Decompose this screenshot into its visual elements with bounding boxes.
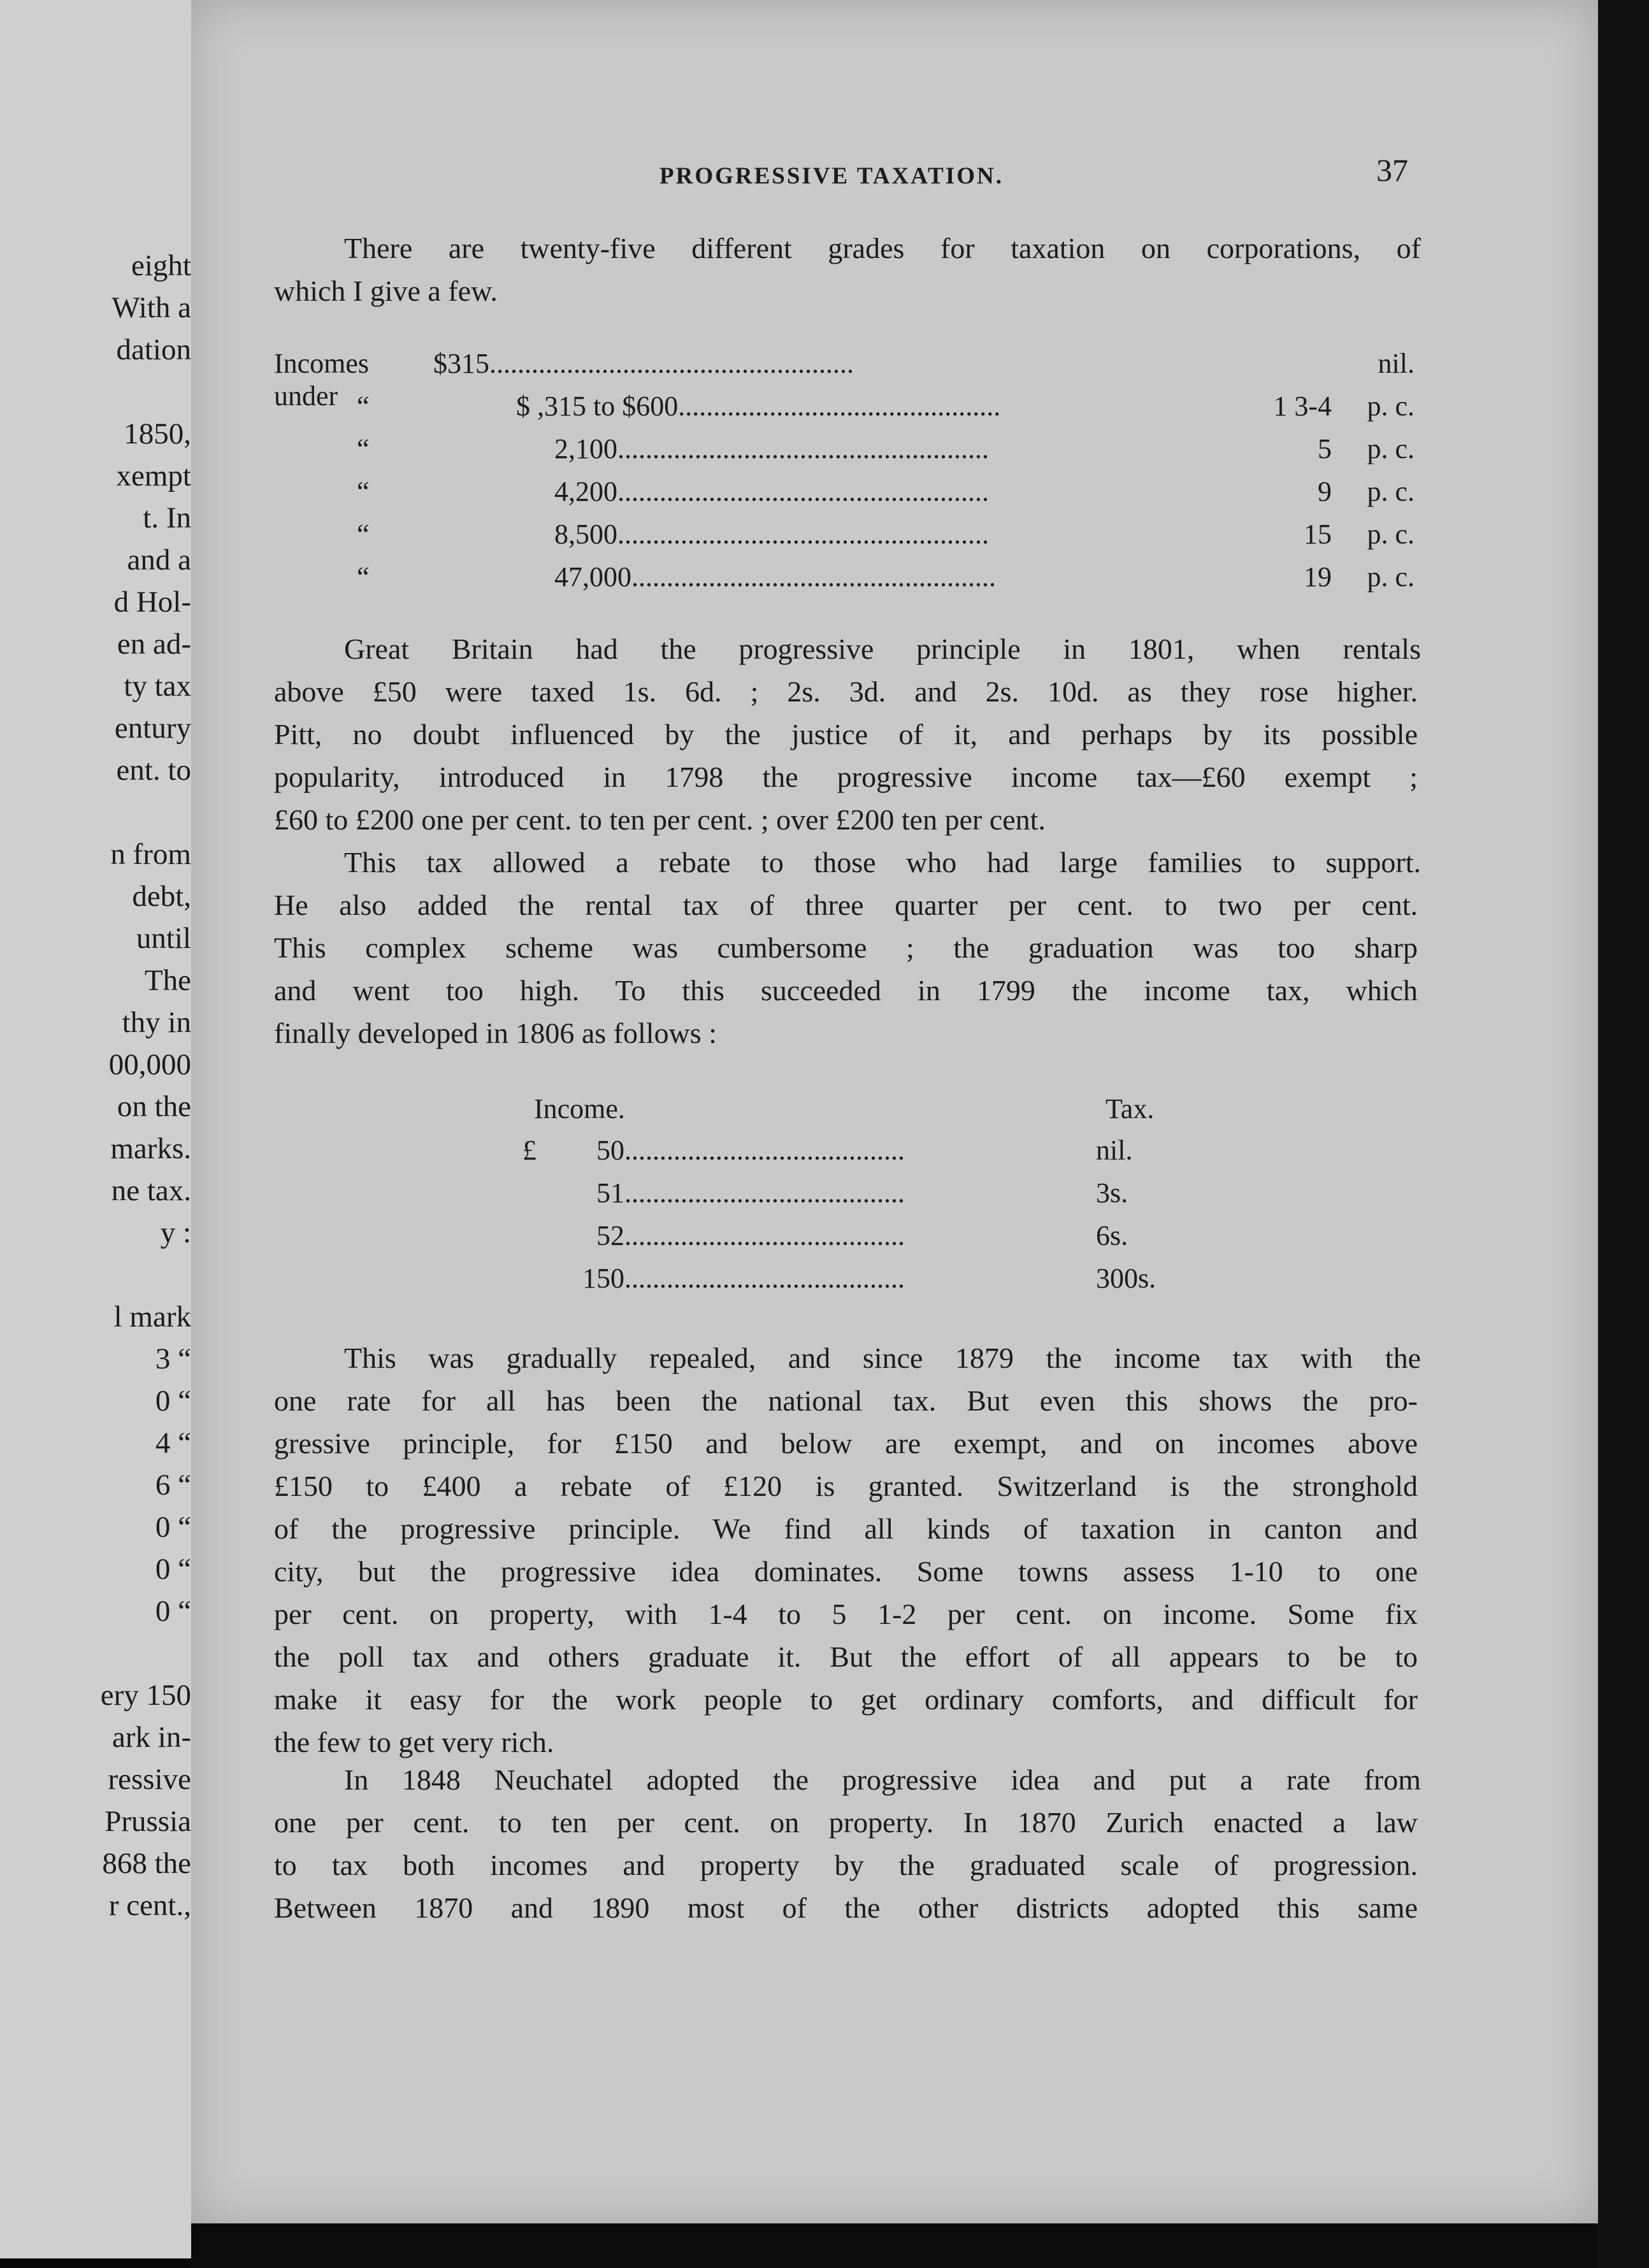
running-head: PROGRESSIVE TAXATION. — [659, 163, 1004, 189]
left-page-line: n from — [110, 838, 191, 871]
text-line: £60 to £200 one per cent. to ten per cent. ; over £200 ten per cent. — [274, 803, 1046, 836]
income-tax-row — [522, 1219, 1166, 1262]
left-page-line: marks. — [110, 1132, 191, 1165]
row-unit: p. c. — [1367, 476, 1415, 507]
scan-border-bottom — [191, 2223, 1598, 2268]
currency-symbol: £ — [522, 1135, 536, 1166]
paragraph-repealed — [274, 1337, 1421, 1763]
row-amount: $ ,315 to $600 — [516, 391, 679, 422]
left-page-line: ery 150 — [100, 1679, 191, 1712]
row-unit: p. c. — [1367, 519, 1415, 550]
row-unit: p. c. — [1367, 561, 1415, 592]
text-line: finally developed in 1806 as follows : — [274, 1017, 717, 1049]
left-page-line: ressive — [108, 1763, 191, 1796]
row-amount-and-leader — [516, 561, 1255, 593]
text-line: Great Britain had the progressive principle in 1801, when rentals — [344, 633, 1421, 665]
left-page-line: 00,000 — [108, 1048, 191, 1081]
row-amount-and-leader — [516, 475, 1255, 508]
left-page-line: ark in- — [112, 1721, 191, 1754]
tax-grade-row — [274, 475, 1415, 518]
dot-leader: .................................................... — [489, 348, 854, 379]
page-number: 37 — [1376, 152, 1408, 188]
tax-value: nil. — [1096, 1135, 1133, 1166]
income-value: 52 — [596, 1220, 624, 1251]
row-amount: 47,000 — [554, 561, 631, 592]
left-page-line: d Hol- — [113, 585, 191, 619]
text-line: city, but the progressive idea dominates. Some towns assess 1-10 to one — [274, 1555, 1418, 1588]
row-label: “ — [357, 433, 370, 464]
left-page-line: The — [144, 964, 191, 997]
left-page-line: With a — [112, 291, 191, 324]
left-page-line: xempt — [116, 459, 191, 492]
dot-leader: ..................................................... — [617, 519, 989, 550]
income-value: 51 — [596, 1177, 624, 1209]
table2-header-tax: Tax. — [1105, 1093, 1155, 1124]
left-page-line: debt, — [132, 880, 191, 913]
left-page-line: 1850, — [124, 417, 191, 450]
text-line: This complex scheme was cumbersome ; the graduation was too sharp — [274, 931, 1418, 964]
left-page-line: 4 “ — [155, 1426, 191, 1460]
left-page-line: 6 “ — [155, 1468, 191, 1502]
row-label: “ — [357, 519, 370, 550]
left-page-line: and a — [127, 543, 191, 577]
row-rate: 15 — [1304, 519, 1332, 550]
paragraph-neuchatel — [274, 1758, 1421, 1929]
row-label: Incomes under — [274, 348, 370, 412]
text-line: gressive principle, for £150 and below are exempt, and on incomes above — [274, 1427, 1418, 1460]
row-amount: 4,200 — [554, 476, 617, 507]
dot-leader: ........................................ — [624, 1220, 905, 1251]
row-rate: 19 — [1304, 561, 1332, 592]
row-unit: nil. — [1378, 348, 1415, 379]
table2-header-income: Income. — [534, 1093, 625, 1124]
left-page-line: l mark — [113, 1300, 191, 1333]
dot-leader: ..................................................... — [617, 476, 989, 507]
text-line: one rate for all has been the national tax. But even this shows the pro- — [274, 1384, 1418, 1417]
row-label: “ — [357, 391, 370, 422]
text-line: He also added the rental tax of three quarter per cent. to two per cent. — [274, 889, 1418, 921]
left-page-line: Prussia — [104, 1805, 191, 1838]
row-unit: p. c. — [1367, 433, 1415, 464]
left-page-line: on the — [117, 1090, 191, 1123]
left-page-line: ty tax — [124, 670, 191, 703]
row-amount-and-leader — [433, 347, 1255, 380]
left-page-line: dation — [116, 333, 191, 366]
row-rate: 1 3-4 — [1273, 391, 1332, 422]
left-page-line: en ad- — [117, 628, 191, 661]
left-page-line: 0 “ — [155, 1384, 191, 1418]
paragraph-great-britain — [274, 628, 1421, 841]
left-page-line: ne tax. — [111, 1174, 191, 1207]
left-page-line: 0 “ — [155, 1595, 191, 1628]
income-tax-row — [522, 1262, 1166, 1305]
text-line: of the progressive principle. We find all kinds of taxation in canton and — [274, 1512, 1418, 1545]
dot-leader: ........................................ — [624, 1263, 905, 1294]
dot-leader: ........................................ — [624, 1177, 905, 1209]
text-line: one per cent. to ten per cent. on property. In 1870 Zurich enacted a law — [274, 1806, 1418, 1839]
row-unit: p. c. — [1367, 391, 1415, 422]
text-line: popularity, introduced in 1798 the progressive income tax—£60 exempt ; — [274, 761, 1418, 793]
row-amount: 2,100 — [554, 433, 617, 464]
text-line: make it easy for the work people to get ordinary comforts, and difficult for — [274, 1683, 1418, 1716]
left-page-line: thy in — [122, 1006, 191, 1039]
tax-grade-row — [274, 433, 1415, 475]
income-value: 50 — [596, 1135, 624, 1166]
tax-grade-row — [274, 561, 1415, 603]
text-line: to tax both incomes and property by the graduated scale of progression. — [274, 1849, 1418, 1881]
row-rate: 5 — [1318, 433, 1332, 464]
intro-paragraph — [274, 227, 1421, 312]
text-line: which I give a few. — [274, 275, 498, 307]
paragraph-rebate — [274, 841, 1421, 1054]
left-page-line: ent. to — [116, 754, 191, 787]
row-amount: 8,500 — [554, 519, 617, 550]
text-line: There are twenty-five different grades for taxation on corporations, of — [344, 232, 1421, 264]
left-page-line: 0 “ — [155, 1553, 191, 1586]
row-amount-and-leader — [516, 433, 1255, 465]
text-line: In 1848 Neuchatel adopted the progressive idea and put a rate from — [344, 1763, 1421, 1796]
tax-value: 300s. — [1096, 1263, 1156, 1294]
dot-leader: .................................................... — [631, 561, 996, 592]
left-page-line: r cent., — [108, 1889, 191, 1922]
left-page-line: t. In — [143, 501, 191, 535]
left-page-line: eight — [131, 249, 191, 282]
text-line: £150 to £400 a rebate of £120 is granted. Switzerland is the stronghold — [274, 1470, 1418, 1502]
left-page-line: y : — [160, 1216, 191, 1249]
left-facing-page — [0, 0, 196, 2258]
tax-grade-row — [274, 390, 1415, 433]
text-line: above £50 were taxed 1s. 6d. ; 2s. 3d. and 2s. 10d. as they rose higher. — [274, 675, 1418, 708]
row-rate: 9 — [1318, 476, 1332, 507]
left-page-line: 0 “ — [155, 1511, 191, 1544]
left-page-line: until — [136, 922, 191, 955]
scan-border-right — [1598, 0, 1649, 2268]
left-page-line: 868 the — [102, 1847, 191, 1880]
text-line: Pitt, no doubt influenced by the justice of it, and perhaps by its possible — [274, 718, 1418, 750]
row-label: “ — [357, 476, 370, 507]
text-line: This was gradually repealed, and since 1879 the income tax with the — [344, 1342, 1421, 1374]
text-line: the poll tax and others graduate it. But the effort of all appears to be to — [274, 1640, 1418, 1673]
left-page-line: 3 “ — [155, 1342, 191, 1375]
tax-value: 6s. — [1096, 1220, 1128, 1251]
text-line: Between 1870 and 1890 most of the other districts adopted this same — [274, 1891, 1418, 1924]
text-line: per cent. on property, with 1-4 to 5 1-2 per cent. on income. Some fix — [274, 1598, 1418, 1630]
row-amount-and-leader — [516, 390, 1255, 422]
dot-leader: ........................................ — [624, 1135, 905, 1166]
row-amount-and-leader — [516, 518, 1255, 550]
tax-value: 3s. — [1096, 1177, 1128, 1209]
text-line: the few to get very rich. — [274, 1726, 554, 1758]
tax-grade-row — [274, 518, 1415, 561]
text-line: and went too high. To this succeeded in 1799 the income tax, which — [274, 974, 1418, 1007]
income-value: 150 — [582, 1263, 624, 1294]
dot-leader: .............................................. — [678, 391, 1001, 422]
row-amount: $315 — [433, 348, 489, 379]
dot-leader: ..................................................... — [617, 433, 989, 464]
left-page-line: entury — [114, 712, 191, 745]
income-tax-row — [522, 1134, 1166, 1177]
income-tax-row — [522, 1177, 1166, 1219]
text-line: This tax allowed a rebate to those who had large families to support. — [344, 846, 1421, 879]
row-label: “ — [357, 561, 370, 592]
